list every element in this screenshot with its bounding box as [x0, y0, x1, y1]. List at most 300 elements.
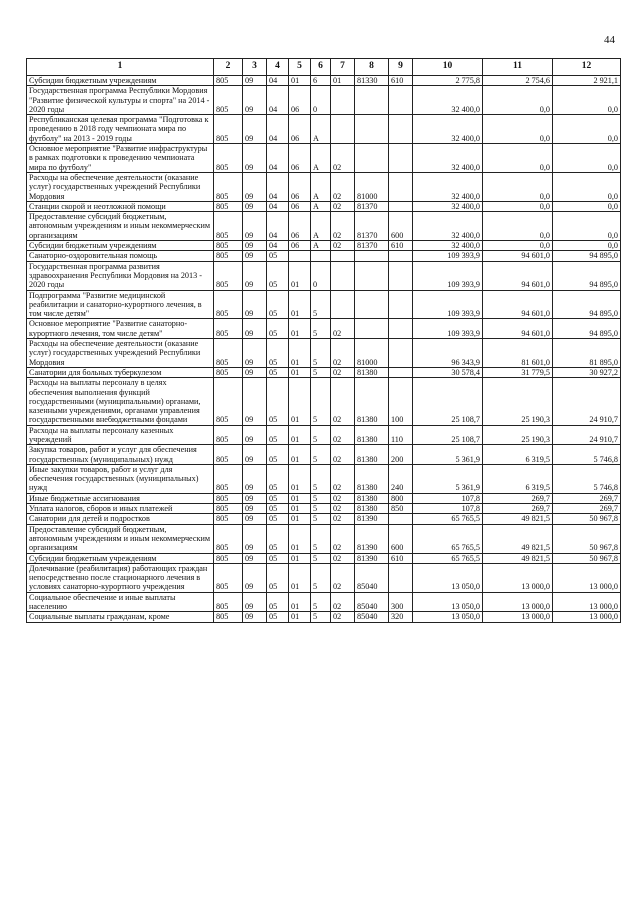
code-cell: 805	[214, 514, 243, 524]
code-cell: 09	[243, 464, 267, 493]
code-cell: 06	[289, 86, 311, 115]
amount-cell: 50 967,8	[553, 514, 621, 524]
amount-cell: 32 400,0	[413, 144, 483, 173]
code-cell: 81380	[355, 493, 389, 503]
code-cell: 09	[243, 425, 267, 445]
amount-cell: 0,0	[553, 212, 621, 241]
code-cell	[389, 290, 413, 319]
code-cell: 805	[214, 144, 243, 173]
amount-cell: 6 319,5	[483, 464, 553, 493]
amount-cell: 32 400,0	[413, 172, 483, 201]
code-cell: 805	[214, 290, 243, 319]
code-cell: 09	[243, 612, 267, 622]
code-cell: 5	[311, 290, 331, 319]
table-row	[27, 464, 621, 493]
code-cell: 805	[214, 261, 243, 290]
code-cell: 09	[243, 261, 267, 290]
code-cell: 09	[243, 504, 267, 514]
name-cell: Расходы на обеспечение деятельности (оказание услуг) государственных учреждений Республики Мордовия	[27, 172, 214, 201]
code-cell: 805	[214, 86, 243, 115]
code-cell	[389, 201, 413, 211]
code-cell: 81380	[355, 367, 389, 377]
code-cell: 01	[289, 261, 311, 290]
name-cell: Санатории для детей и подростков	[27, 514, 214, 524]
name-cell: Станции скорой и неотложной помощи	[27, 201, 214, 211]
name-cell: Расходы на выплаты персоналу казенных учреждений	[27, 425, 214, 445]
amount-cell: 6 319,5	[483, 445, 553, 465]
code-cell: 09	[243, 115, 267, 144]
code-cell: 01	[289, 319, 311, 339]
amount-cell: 50 967,8	[553, 553, 621, 563]
table-row	[27, 339, 621, 368]
code-cell: 05	[267, 553, 289, 563]
code-cell: 5	[311, 445, 331, 465]
code-cell: 805	[214, 367, 243, 377]
code-cell: 05	[267, 261, 289, 290]
amount-cell: 5 746,8	[553, 445, 621, 465]
code-cell: 05	[267, 493, 289, 503]
amount-cell: 25 190,3	[483, 425, 553, 445]
code-cell: 09	[243, 445, 267, 465]
code-cell	[389, 261, 413, 290]
amount-cell: 96 343,9	[413, 339, 483, 368]
name-cell: Субсидии бюджетным учреждениям	[27, 76, 214, 86]
table-row	[27, 514, 621, 524]
code-cell: 04	[267, 86, 289, 115]
code-cell: 6	[311, 76, 331, 86]
amount-cell: 0,0	[483, 144, 553, 173]
code-cell: 01	[289, 367, 311, 377]
code-cell: 805	[214, 241, 243, 251]
table-row	[27, 524, 621, 553]
table-row	[27, 86, 621, 115]
code-cell: 81390	[355, 514, 389, 524]
code-cell: 85040	[355, 612, 389, 622]
code-cell: 04	[267, 172, 289, 201]
amount-cell: 109 393,9	[413, 319, 483, 339]
name-cell: Расходы на обеспечение деятельности (оказание услуг) государственных учреждений Республики Мордовия	[27, 339, 214, 368]
code-cell	[389, 115, 413, 144]
code-cell: 81370	[355, 212, 389, 241]
column-header-10: 10	[413, 59, 483, 76]
code-cell: 805	[214, 201, 243, 211]
amount-cell: 65 765,5	[413, 524, 483, 553]
page-number: 44	[604, 34, 615, 46]
code-cell: 05	[267, 339, 289, 368]
code-cell: 5	[311, 493, 331, 503]
code-cell: 06	[289, 144, 311, 173]
code-cell	[355, 319, 389, 339]
amount-cell: 49 821,5	[483, 553, 553, 563]
code-cell: 805	[214, 251, 243, 261]
code-cell: 01	[289, 76, 311, 86]
code-cell: 01	[289, 378, 311, 425]
table-header-row	[27, 59, 621, 76]
code-cell: 805	[214, 504, 243, 514]
code-cell	[289, 251, 311, 261]
table-row	[27, 378, 621, 425]
amount-cell: 32 400,0	[413, 115, 483, 144]
code-cell: 02	[331, 612, 355, 622]
name-cell: Расходы на выплаты персоналу в целях обеспечения выполнения функций государственными (муниципальными) органами, казенными учреждениями, органами управления государственными внебюджетными фондами	[27, 378, 214, 425]
amount-cell: 269,7	[483, 504, 553, 514]
code-cell: 09	[243, 172, 267, 201]
code-cell: 5	[311, 514, 331, 524]
amount-cell: 0,0	[553, 144, 621, 173]
code-cell: 04	[267, 76, 289, 86]
amount-cell: 50 967,8	[553, 524, 621, 553]
code-cell: 600	[389, 524, 413, 553]
code-cell: 01	[289, 514, 311, 524]
code-cell: 02	[331, 493, 355, 503]
amount-cell: 0,0	[553, 86, 621, 115]
code-cell: А	[311, 115, 331, 144]
code-cell: 805	[214, 464, 243, 493]
code-cell: 805	[214, 212, 243, 241]
code-cell: 01	[289, 290, 311, 319]
table-row	[27, 144, 621, 173]
amount-cell: 32 400,0	[413, 201, 483, 211]
code-cell	[389, 86, 413, 115]
amount-cell: 24 910,7	[553, 425, 621, 445]
code-cell	[331, 251, 355, 261]
code-cell: 0	[311, 261, 331, 290]
amount-cell: 0,0	[553, 241, 621, 251]
code-cell: 09	[243, 339, 267, 368]
amount-cell: 0,0	[483, 172, 553, 201]
table-row	[27, 115, 621, 144]
code-cell: 09	[243, 378, 267, 425]
name-cell: Подпрограмма "Развитие медицинской реабилитации и санаторно-курортного лечения, в том числе детям"	[27, 290, 214, 319]
code-cell: 81380	[355, 464, 389, 493]
column-header-7: 7	[331, 59, 355, 76]
code-cell: 81330	[355, 76, 389, 86]
code-cell: 805	[214, 172, 243, 201]
code-cell	[355, 251, 389, 261]
code-cell	[389, 144, 413, 173]
amount-cell: 30 927,2	[553, 367, 621, 377]
code-cell: 81000	[355, 339, 389, 368]
code-cell: 805	[214, 378, 243, 425]
name-cell: Субсидии бюджетным учреждениям	[27, 553, 214, 563]
table-row	[27, 425, 621, 445]
code-cell	[389, 339, 413, 368]
code-cell: 01	[289, 592, 311, 612]
column-header-11: 11	[483, 59, 553, 76]
code-cell: А	[311, 212, 331, 241]
name-cell: Иные закупки товаров, работ и услуг для обеспечения государственных (муниципальных) нужд	[27, 464, 214, 493]
code-cell: 05	[267, 367, 289, 377]
code-cell: 610	[389, 241, 413, 251]
amount-cell: 24 910,7	[553, 378, 621, 425]
table-row	[27, 241, 621, 251]
code-cell: 5	[311, 464, 331, 493]
name-cell: Уплата налогов, сборов и иных платежей	[27, 504, 214, 514]
amount-cell: 269,7	[553, 493, 621, 503]
code-cell: 81380	[355, 445, 389, 465]
code-cell: 110	[389, 425, 413, 445]
code-cell: 200	[389, 445, 413, 465]
code-cell: 05	[267, 425, 289, 445]
code-cell: 02	[331, 425, 355, 445]
code-cell: 02	[331, 212, 355, 241]
code-cell: 09	[243, 241, 267, 251]
amount-cell: 65 765,5	[413, 514, 483, 524]
code-cell: 09	[243, 76, 267, 86]
code-cell	[355, 290, 389, 319]
code-cell	[355, 86, 389, 115]
code-cell: 09	[243, 201, 267, 211]
code-cell: 805	[214, 493, 243, 503]
code-cell: 805	[214, 592, 243, 612]
name-cell: Санатории для больных туберкулезом	[27, 367, 214, 377]
amount-cell: 25 108,7	[413, 425, 483, 445]
code-cell	[331, 86, 355, 115]
code-cell: 09	[243, 524, 267, 553]
amount-cell: 109 393,9	[413, 261, 483, 290]
table-row	[27, 290, 621, 319]
table-row	[27, 201, 621, 211]
amount-cell: 13 000,0	[553, 563, 621, 592]
amount-cell: 25 190,3	[483, 378, 553, 425]
code-cell: 02	[331, 563, 355, 592]
code-cell: 805	[214, 612, 243, 622]
amount-cell: 269,7	[553, 504, 621, 514]
table-row	[27, 319, 621, 339]
code-cell	[331, 261, 355, 290]
name-cell: Предоставление субсидий бюджетным, автономным учреждениям и иным некоммерческим организациям	[27, 212, 214, 241]
code-cell: 81390	[355, 524, 389, 553]
amount-cell: 32 400,0	[413, 241, 483, 251]
code-cell: 805	[214, 115, 243, 144]
column-header-8: 8	[355, 59, 389, 76]
code-cell: 09	[243, 367, 267, 377]
table-row	[27, 553, 621, 563]
column-header-4: 4	[267, 59, 289, 76]
code-cell	[311, 251, 331, 261]
name-cell: Долечивание (реабилитация) работающих граждан непосредственно после стационарного лечения в условиях санаторно-курортного учреждения	[27, 563, 214, 592]
code-cell	[355, 115, 389, 144]
name-cell: Основное мероприятие "Развитие инфраструктуры в рамках подготовки к проведению чемпионата мира по футболу"	[27, 144, 214, 173]
code-cell: 02	[331, 445, 355, 465]
amount-cell: 0,0	[483, 201, 553, 211]
column-header-2: 2	[214, 59, 243, 76]
code-cell: 5	[311, 524, 331, 553]
column-header-5: 5	[289, 59, 311, 76]
amount-cell: 65 765,5	[413, 553, 483, 563]
code-cell: 09	[243, 319, 267, 339]
amount-cell: 0,0	[553, 201, 621, 211]
amount-cell: 0,0	[483, 115, 553, 144]
code-cell: А	[311, 241, 331, 251]
code-cell: 320	[389, 612, 413, 622]
column-header-1: 1	[27, 59, 214, 76]
code-cell: 5	[311, 612, 331, 622]
name-cell: Закупка товаров, работ и услуг для обеспечения государственных (муниципальных) нужд	[27, 445, 214, 465]
table-row	[27, 261, 621, 290]
code-cell: 05	[267, 514, 289, 524]
code-cell: 01	[331, 76, 355, 86]
code-cell	[331, 290, 355, 319]
amount-cell: 94 895,0	[553, 251, 621, 261]
code-cell: 600	[389, 212, 413, 241]
amount-cell: 49 821,5	[483, 514, 553, 524]
code-cell: 81380	[355, 425, 389, 445]
code-cell	[331, 115, 355, 144]
amount-cell: 94 895,0	[553, 261, 621, 290]
name-cell: Иные бюджетные ассигнования	[27, 493, 214, 503]
amount-cell: 107,8	[413, 504, 483, 514]
amount-cell: 2 921,1	[553, 76, 621, 86]
code-cell	[355, 261, 389, 290]
amount-cell: 0,0	[553, 172, 621, 201]
code-cell: 5	[311, 378, 331, 425]
code-cell: 05	[267, 445, 289, 465]
amount-cell: 13 050,0	[413, 612, 483, 622]
code-cell: 610	[389, 553, 413, 563]
amount-cell: 5 361,9	[413, 464, 483, 493]
code-cell: 09	[243, 553, 267, 563]
code-cell: А	[311, 144, 331, 173]
code-cell	[389, 563, 413, 592]
code-cell: 02	[331, 514, 355, 524]
amount-cell: 109 393,9	[413, 251, 483, 261]
code-cell: 09	[243, 592, 267, 612]
code-cell: 805	[214, 319, 243, 339]
code-cell: 81370	[355, 201, 389, 211]
code-cell: 04	[267, 212, 289, 241]
budget-table	[26, 58, 621, 623]
name-cell: Социальное обеспечение и иные выплаты населению	[27, 592, 214, 612]
code-cell: 610	[389, 76, 413, 86]
code-cell	[389, 319, 413, 339]
code-cell: 01	[289, 464, 311, 493]
code-cell: 5	[311, 592, 331, 612]
name-cell: Государственная программа развития здравоохранения Республики Мордовия на 2013 - 2020 годы	[27, 261, 214, 290]
code-cell	[355, 144, 389, 173]
code-cell: 805	[214, 553, 243, 563]
amount-cell: 2 775,8	[413, 76, 483, 86]
code-cell: 06	[289, 115, 311, 144]
code-cell	[389, 251, 413, 261]
code-cell: 02	[331, 201, 355, 211]
code-cell: 02	[331, 504, 355, 514]
amount-cell: 13 050,0	[413, 592, 483, 612]
code-cell: 01	[289, 493, 311, 503]
code-cell: 02	[331, 464, 355, 493]
code-cell: 02	[331, 172, 355, 201]
code-cell	[389, 172, 413, 201]
code-cell: 81370	[355, 241, 389, 251]
amount-cell: 25 108,7	[413, 378, 483, 425]
code-cell: 240	[389, 464, 413, 493]
code-cell: 02	[331, 553, 355, 563]
amount-cell: 0,0	[483, 212, 553, 241]
code-cell: 04	[267, 201, 289, 211]
code-cell: 81380	[355, 504, 389, 514]
code-cell: 02	[331, 339, 355, 368]
amount-cell: 32 400,0	[413, 86, 483, 115]
amount-cell: 32 400,0	[413, 212, 483, 241]
code-cell: 850	[389, 504, 413, 514]
table-row	[27, 612, 621, 622]
code-cell: 5	[311, 563, 331, 592]
name-cell: Предоставление субсидий бюджетным, автономным учреждениям и иным некоммерческим организациям	[27, 524, 214, 553]
code-cell: 01	[289, 339, 311, 368]
code-cell: 09	[243, 563, 267, 592]
code-cell: 5	[311, 425, 331, 445]
name-cell: Основное мероприятие "Развитие санаторно-курортного лечения, том числе детям"	[27, 319, 214, 339]
code-cell: 85040	[355, 563, 389, 592]
amount-cell: 0,0	[483, 86, 553, 115]
code-cell: 02	[331, 367, 355, 377]
name-cell: Государственная программа Республики Мордовия "Развитие физической культуры и спорта" на 2014 - 2020 годы	[27, 86, 214, 115]
amount-cell: 30 578,4	[413, 367, 483, 377]
code-cell: 09	[243, 86, 267, 115]
code-cell: 05	[267, 464, 289, 493]
amount-cell: 107,8	[413, 493, 483, 503]
amount-cell: 94 895,0	[553, 319, 621, 339]
amount-cell: 94 601,0	[483, 319, 553, 339]
table-row	[27, 367, 621, 377]
code-cell: 02	[331, 241, 355, 251]
code-cell	[389, 367, 413, 377]
code-cell: 09	[243, 144, 267, 173]
table-row	[27, 172, 621, 201]
table-row	[27, 563, 621, 592]
code-cell: 06	[289, 212, 311, 241]
code-cell: 5	[311, 319, 331, 339]
amount-cell: 109 393,9	[413, 290, 483, 319]
name-cell: Социальные выплаты гражданам, кроме	[27, 612, 214, 622]
code-cell: 05	[267, 612, 289, 622]
code-cell: 5	[311, 553, 331, 563]
code-cell: 300	[389, 592, 413, 612]
code-cell: 06	[289, 172, 311, 201]
table-row	[27, 76, 621, 86]
amount-cell: 0,0	[483, 241, 553, 251]
amount-cell: 94 601,0	[483, 251, 553, 261]
column-header-9: 9	[389, 59, 413, 76]
code-cell: 01	[289, 504, 311, 514]
code-cell: 04	[267, 144, 289, 173]
code-cell: 805	[214, 524, 243, 553]
amount-cell: 13 000,0	[483, 612, 553, 622]
code-cell: 05	[267, 378, 289, 425]
table-row	[27, 493, 621, 503]
column-header-3: 3	[243, 59, 267, 76]
code-cell: А	[311, 172, 331, 201]
code-cell: 09	[243, 212, 267, 241]
code-cell: 05	[267, 504, 289, 514]
code-cell: 81390	[355, 553, 389, 563]
amount-cell: 269,7	[483, 493, 553, 503]
table-row	[27, 445, 621, 465]
code-cell: 805	[214, 445, 243, 465]
code-cell: 05	[267, 563, 289, 592]
code-cell: 09	[243, 514, 267, 524]
code-cell: 01	[289, 563, 311, 592]
code-cell: 04	[267, 115, 289, 144]
table-row	[27, 251, 621, 261]
table-row	[27, 592, 621, 612]
code-cell: 02	[331, 319, 355, 339]
code-cell: 02	[331, 524, 355, 553]
code-cell: 800	[389, 493, 413, 503]
code-cell: 09	[243, 493, 267, 503]
amount-cell: 94 895,0	[553, 290, 621, 319]
code-cell: 85040	[355, 592, 389, 612]
